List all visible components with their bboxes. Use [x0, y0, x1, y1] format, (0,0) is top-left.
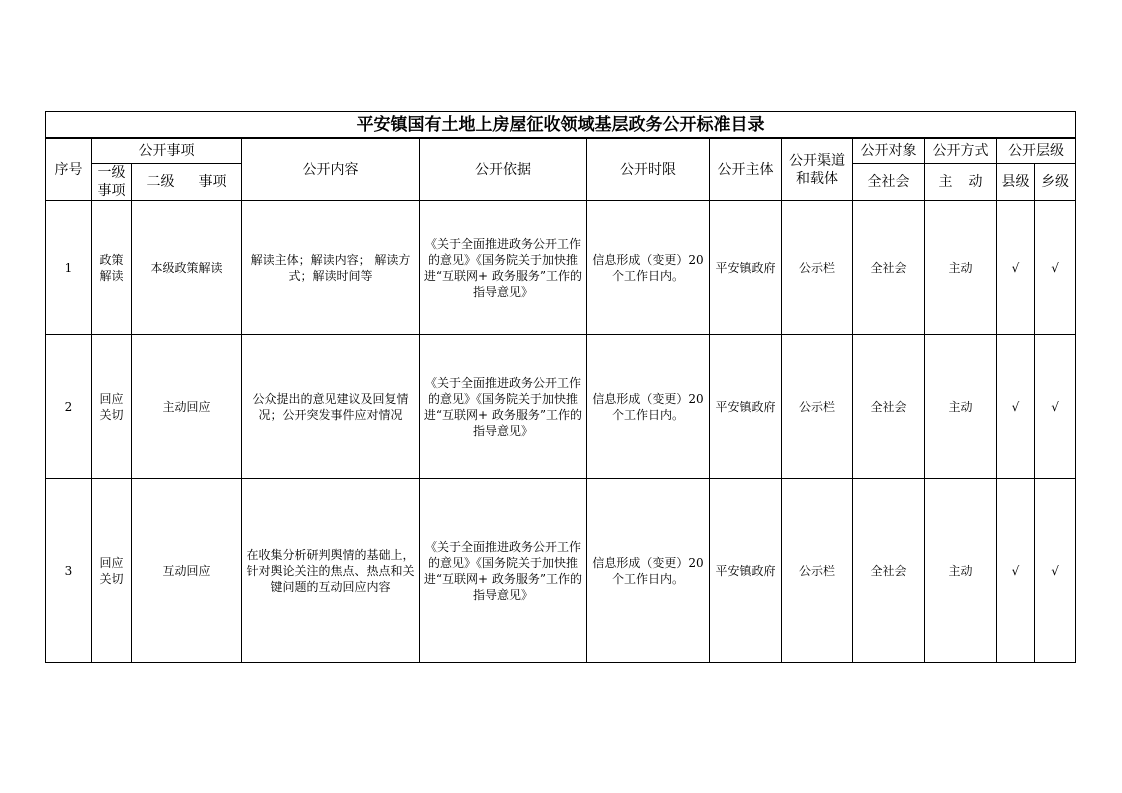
header-level2	[132, 164, 242, 201]
cell-level2: 主动回应	[132, 335, 242, 479]
header-mode-part-a: 主	[938, 174, 953, 190]
cell-content: 在收集分析研判舆情的基础上，针对舆论关注的焦点、热点和关键问题的互动回应内容	[242, 479, 420, 663]
cell-mode: 主动	[925, 335, 997, 479]
header-mode: 公开方式	[925, 138, 997, 164]
disclosure-catalog-table	[45, 111, 1076, 663]
cell-township-check: √	[1035, 479, 1076, 663]
cell-level2: 本级政策解读	[132, 201, 242, 335]
cell-subject: 平安镇政府	[710, 201, 782, 335]
header-content: 公开内容	[242, 138, 420, 201]
cell-subject: 平安镇政府	[710, 479, 782, 663]
cell-basis: 《关于全面推进政务公开工作的意见》《国务院关于加快推进“互联网+ 政务服务”工作的指导意见》	[420, 201, 587, 335]
cell-time-limit: 信息形成（变更）20个工作日内。	[587, 479, 710, 663]
header-subject: 公开主体	[710, 138, 782, 201]
header-target-value: 全社会	[853, 164, 925, 201]
header-mode-value	[925, 164, 997, 201]
cell-subject: 平安镇政府	[710, 335, 782, 479]
header-seq: 序号	[46, 138, 92, 201]
table-row	[46, 201, 1076, 335]
title-row	[46, 112, 1076, 139]
header-row-1	[46, 138, 1076, 164]
cell-target: 全社会	[853, 479, 925, 663]
cell-county-check: √	[997, 479, 1035, 663]
cell-township-check: √	[1035, 201, 1076, 335]
cell-target: 全社会	[853, 335, 925, 479]
header-time-limit: 公开时限	[587, 138, 710, 201]
header-items: 公开事项	[92, 138, 242, 164]
cell-target: 全社会	[853, 201, 925, 335]
cell-county-check: √	[997, 201, 1035, 335]
header-level2-part-a: 二级	[146, 174, 175, 190]
cell-level1: 政策解读	[92, 201, 132, 335]
cell-time-limit: 信息形成（变更）20个工作日内。	[587, 335, 710, 479]
header-hierarchy: 公开层级	[997, 138, 1076, 164]
header-mode-part-b: 动	[968, 174, 983, 190]
cell-content: 公众提出的意见建议及回复情况；公开突发事件应对情况	[242, 335, 420, 479]
cell-township-check: √	[1035, 335, 1076, 479]
cell-time-limit: 信息形成（变更）20个工作日内。	[587, 201, 710, 335]
cell-seq: 2	[46, 335, 92, 479]
cell-basis: 《关于全面推进政务公开工作的意见》《国务院关于加快推进“互联网+ 政务服务”工作的指导意见》	[420, 479, 587, 663]
header-level2-part-b: 事项	[198, 174, 227, 190]
cell-content: 解读主体；解读内容； 解读方式；解读时间等	[242, 201, 420, 335]
cell-seq: 3	[46, 479, 92, 663]
header-basis: 公开依据	[420, 138, 587, 201]
table-row	[46, 335, 1076, 479]
header-channel: 公开渠道和载体	[782, 138, 853, 201]
cell-channel: 公示栏	[782, 335, 853, 479]
header-level1: 一级事项	[92, 164, 132, 201]
cell-channel: 公示栏	[782, 479, 853, 663]
cell-level2: 互动回应	[132, 479, 242, 663]
header-township: 乡级	[1035, 164, 1076, 201]
cell-level1: 回应关切	[92, 335, 132, 479]
page-title: 平安镇国有土地上房屋征收领域基层政务公开标准目录	[46, 112, 1076, 139]
cell-county-check: √	[997, 335, 1035, 479]
cell-mode: 主动	[925, 479, 997, 663]
cell-channel: 公示栏	[782, 201, 853, 335]
table-row	[46, 479, 1076, 663]
header-county: 县级	[997, 164, 1035, 201]
header-target: 公开对象	[853, 138, 925, 164]
cell-mode: 主动	[925, 201, 997, 335]
cell-seq: 1	[46, 201, 92, 335]
cell-level1: 回应关切	[92, 479, 132, 663]
cell-basis: 《关于全面推进政务公开工作的意见》《国务院关于加快推进“互联网+ 政务服务”工作的指导意见》	[420, 335, 587, 479]
